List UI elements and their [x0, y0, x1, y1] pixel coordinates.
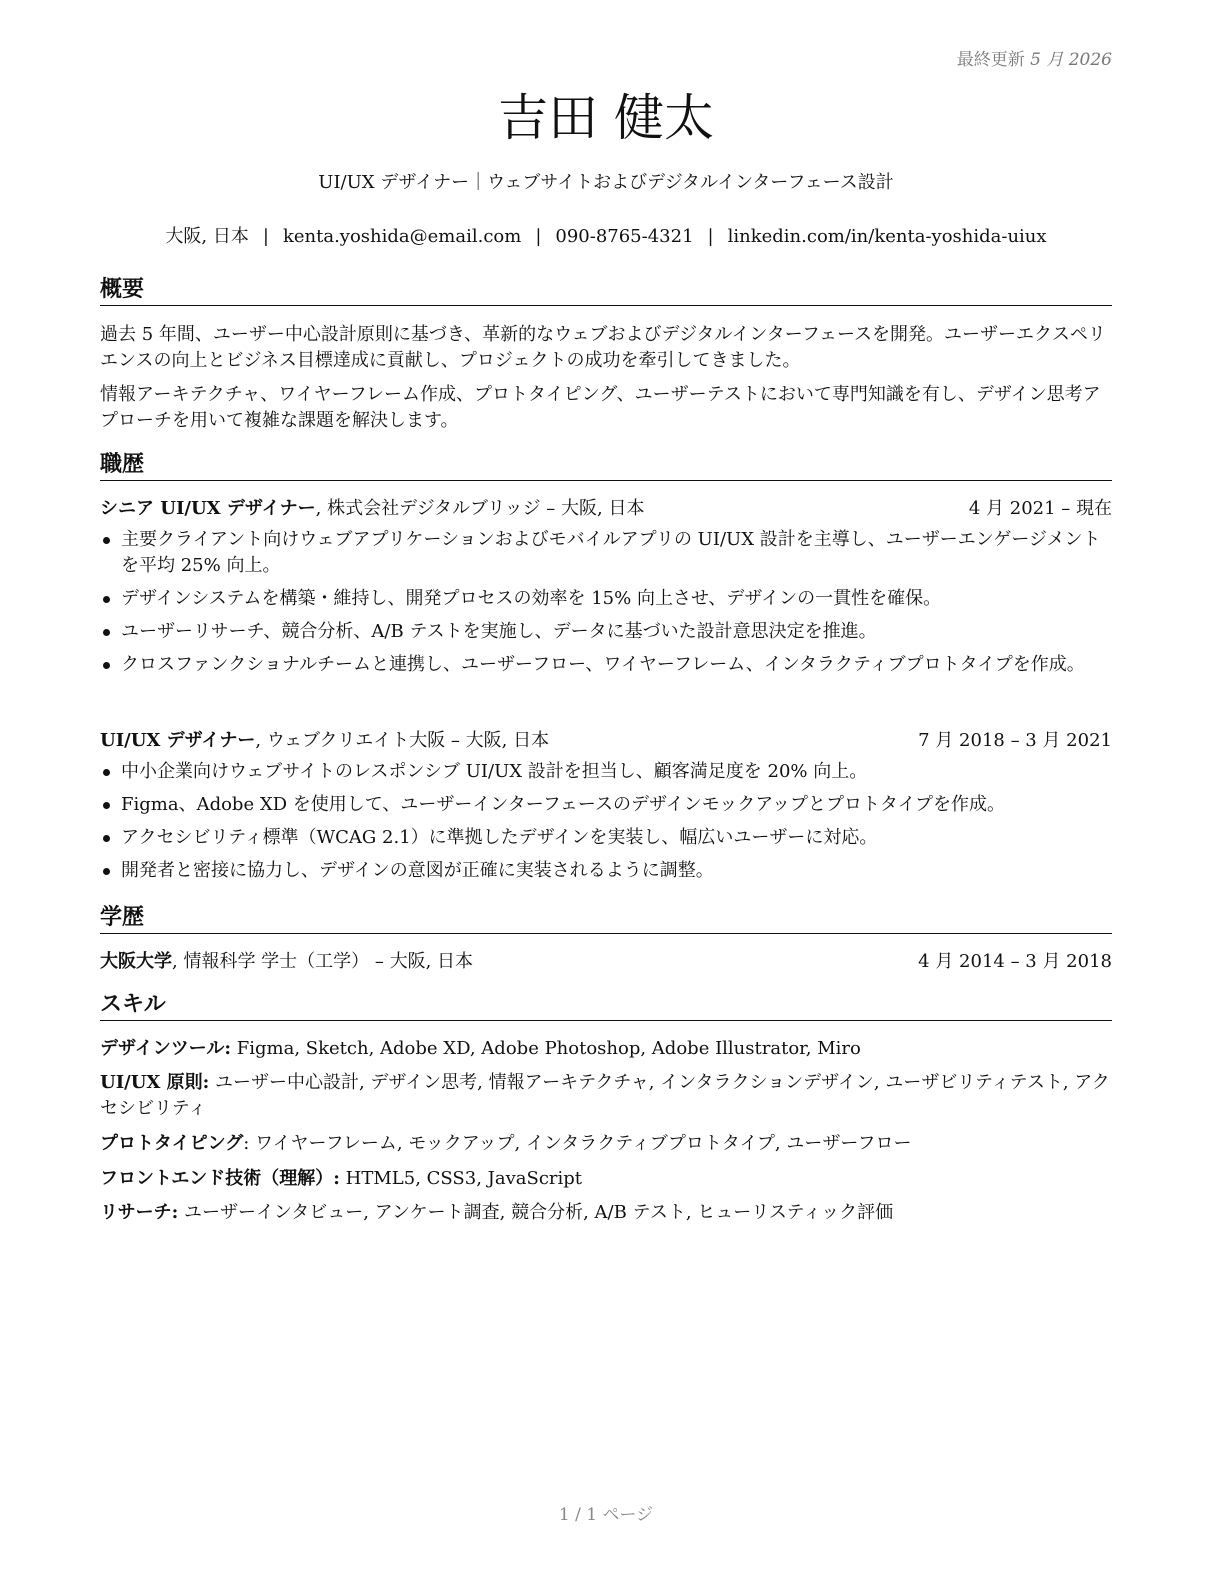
resume-page — [100, 0, 1112, 1584]
skill-values: Figma, Sketch, Adobe XD, Adobe Photoshop, Adobe Illustrator, Miro — [231, 1038, 861, 1059]
skill-values: ユーザーインタビュー, アンケート調査, 競合分析, A/B テスト, ヒューリスティック評価 — [178, 1202, 894, 1223]
last-updated — [957, 45, 1112, 70]
skill-row — [100, 1131, 1112, 1157]
last-updated-label: 最終更新 — [956, 50, 1025, 70]
contact-linkedin[interactable]: linkedin.com/in/kenta-yoshida-uiux — [727, 226, 1047, 247]
list-item: ユーザーリサーチ、競合分析、A/B テストを実施し、データに基づいた設計意思決定を推進。 — [100, 619, 1112, 645]
list-item: 中小企業向けウェブサイトのレスポンシブ UI/UX 設計を担当し、顧客満足度を 20% 向上。 — [100, 759, 1112, 785]
list-item: デザインシステムを構築・維持し、開発プロセスの効率を 15% 向上させ、デザインの一貫性を確保。 — [100, 586, 1112, 612]
list-item: 開発者と密接に協力し、デザインの意図が正確に実装されるように調整。 — [100, 858, 1112, 884]
summary-paragraph: 過去 5 年間、ユーザー中心設計原則に基づき、革新的なウェブおよびデジタルインターフェースを開発。ユーザーエクスペリエンスの向上とビジネス目標達成に貢献し、プロジェクトの成功を牽引してきました。 — [100, 324, 1106, 371]
job-header — [100, 728, 1112, 754]
section-title-education: 学歴 — [100, 904, 1112, 934]
list-item: 主要クライアント向けウェブアプリケーションおよびモバイルアプリの UI/UX 設計を主導し、ユーザーエンゲージメントを平均 25% 向上。 — [100, 527, 1112, 579]
job-company: , ウェブクリエイト大阪 – 大阪, 日本 — [255, 730, 550, 751]
list-item: アクセシビリティ標準（WCAG 2.1）に準拠したデザインを実装し、幅広いユーザーに対応。 — [100, 825, 1112, 851]
skill-row — [100, 1166, 1112, 1192]
education-dates: 4 月 2014 – 3 月 2018 — [918, 951, 1112, 972]
skill-category: フロントエンド技術（理解）: — [100, 1168, 340, 1189]
page-number: 1 / 1 ページ — [558, 1505, 654, 1525]
job-dates: 7 月 2018 – 3 月 2021 — [918, 730, 1112, 751]
skill-category: UI/UX 原則: — [100, 1072, 210, 1093]
list-item: クロスファンクショナルチームと連携し、ユーザーフロー、ワイヤーフレーム、インタラクティブプロトタイプを作成。 — [100, 652, 1112, 678]
list-item: Figma、Adobe XD を使用して、ユーザーインターフェースのデザインモックアップとプロトタイプを作成。 — [100, 792, 1112, 818]
skill-category: デザインツール: — [100, 1038, 232, 1059]
contact-email[interactable]: kenta.yoshida@email.com — [282, 226, 522, 247]
summary-paragraph: 情報アーキテクチャ、ワイヤーフレーム作成、プロトタイピング、ユーザーテストにおいて専門知識を有し、デザイン思考アプローチを用いて複雑な課題を解決します。 — [100, 384, 1101, 431]
skill-category: プロトタイピング — [100, 1133, 244, 1154]
contact-separator: | — [707, 226, 714, 247]
last-updated-date: 5 月 2026 — [1030, 50, 1112, 70]
education-school: 大阪大学 — [100, 951, 172, 972]
skill-row — [100, 1070, 1112, 1122]
contact-separator: | — [262, 226, 269, 247]
skill-values: : ワイヤーフレーム, モックアップ, インタラクティブプロトタイプ, ユーザーフロー — [243, 1133, 912, 1154]
education-degree: , 情報科学 学士（工学） – 大阪, 日本 — [172, 951, 474, 972]
contact-line — [100, 224, 1112, 250]
candidate-headline: UI/UX デザイナー｜ウェブサイトおよびデジタルインターフェース設計 — [318, 172, 894, 193]
skill-row — [100, 1036, 1112, 1062]
skill-row — [100, 1200, 1112, 1226]
job-bullets — [100, 759, 1112, 891]
skill-values: HTML5, CSS3, JavaScript — [339, 1168, 583, 1189]
contact-phone: 090-8765-4321 — [555, 226, 694, 247]
job-header — [100, 496, 1112, 522]
job-dates: 4 月 2021 – 現在 — [968, 498, 1112, 519]
job-role: UI/UX デザイナー — [100, 730, 256, 751]
candidate-name: 吉田 健太 — [498, 89, 714, 147]
skill-category: リサーチ: — [100, 1202, 179, 1223]
job-role: シニア UI/UX デザイナー — [100, 498, 316, 519]
section-title-skills: スキル — [100, 991, 1112, 1021]
education-entry — [100, 949, 1112, 975]
contact-separator: | — [535, 226, 542, 247]
job-company: , 株式会社デジタルブリッジ – 大阪, 日本 — [315, 498, 645, 519]
job-bullets — [100, 527, 1112, 685]
section-title-summary: 概要 — [100, 276, 1112, 306]
section-title-experience: 職歴 — [100, 451, 1112, 481]
contact-location: 大阪, 日本 — [165, 226, 249, 247]
skill-values: ユーザー中心設計, デザイン思考, 情報アーキテクチャ, インタラクションデザイン, ユーザビリティテスト, アクセシビリティ — [100, 1072, 1110, 1119]
